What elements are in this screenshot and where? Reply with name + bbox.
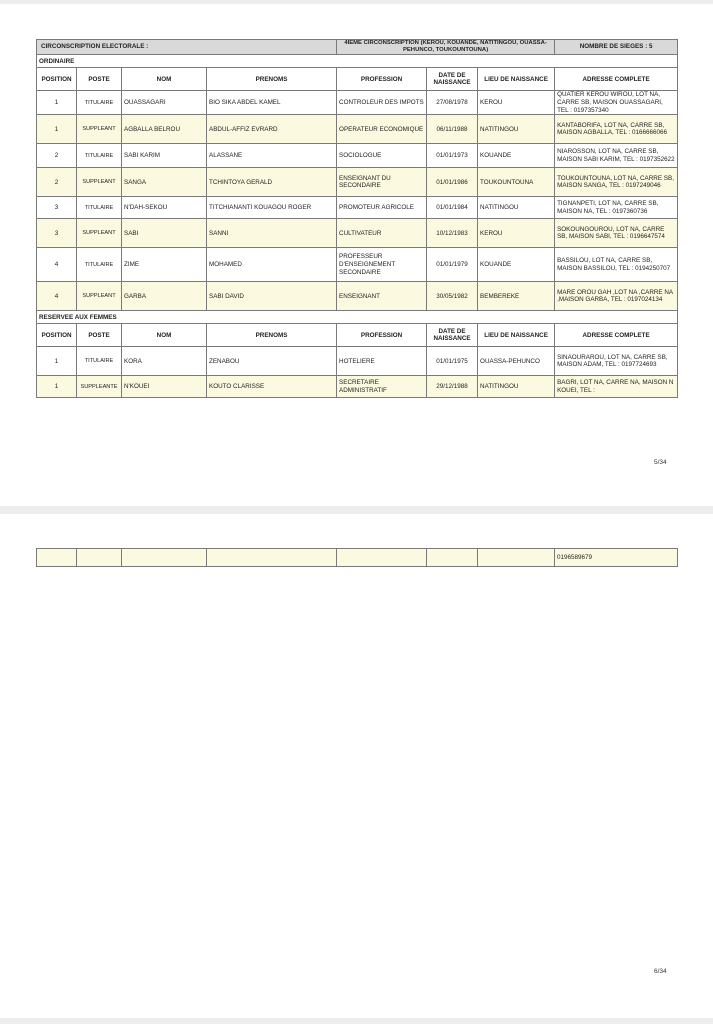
column-header: LIEU DE NAISSANCE xyxy=(478,68,555,91)
cell-poste: TITULAIRE xyxy=(77,248,122,282)
cell-date-naissance: 01/01/1973 xyxy=(427,144,478,168)
cell-poste: SUPPLEANT xyxy=(77,168,122,197)
ordinaire-section-label: ORDINAIRE xyxy=(37,55,678,68)
cell-lieu-naissance: NATITINGOU xyxy=(478,376,555,398)
column-header: DATE DE NAISSANCE xyxy=(427,324,478,347)
cell-adresse: MARE OROU GAH ,LOT NA ,CARRE NA ,MAISON GARBA, TEL : 0197024134 xyxy=(555,282,678,311)
continuation-table xyxy=(36,548,678,567)
cell-adresse: BASSILOU, LOT NA, CARRE SB, MAISON BASSILOU, TEL : 0194250707 xyxy=(555,248,678,282)
column-header: LIEU DE NAISSANCE xyxy=(478,324,555,347)
cell-profession: PROFESSEUR D'ENSEIGNEMENT SECONDAIRE xyxy=(337,248,427,282)
document-page-6 xyxy=(0,514,713,1018)
cell-nom: N'DAH-SEKOU xyxy=(122,197,207,219)
cell-poste: TITULAIRE xyxy=(77,91,122,115)
cell-position: 2 xyxy=(37,144,77,168)
cell-lieu-naissance: OUASSA-PEHUNCO xyxy=(478,347,555,376)
cell-adresse: QUATIER KEROU WIROU, LOT NA, CARRE SB, MAISON OUASSAGARI, TEL : 0197357340 xyxy=(555,91,678,115)
cell-adresse: TOUKOUNTOUNA, LOT NA, CARRE SB, MAISON SANGA, TEL : 0197249046 xyxy=(555,168,678,197)
cell-prenoms: KOUTO CLARISSE xyxy=(207,376,337,398)
cell-profession: CULTIVATEUR xyxy=(337,219,427,248)
column-header: POSITION xyxy=(37,324,77,347)
column-header: DATE DE NAISSANCE xyxy=(427,68,478,91)
cell-nom: AGBALLA BELROU xyxy=(122,115,207,144)
cell-nom: OUASSAGARI xyxy=(122,91,207,115)
cell-lieu-naissance: KOUANDE xyxy=(478,144,555,168)
cell-position: 1 xyxy=(37,91,77,115)
cell-position: 3 xyxy=(37,197,77,219)
cell-date-naissance: 06/11/1988 xyxy=(427,115,478,144)
cell-poste: SUPPLEANT xyxy=(77,115,122,144)
circonscription-label: CIRCONSCRIPTION ELECTORALE : xyxy=(37,40,337,55)
cell-lieu-naissance: BEMBEREKE xyxy=(478,282,555,311)
table-row-continuation xyxy=(37,549,678,567)
cell-profession: HOTELIERE xyxy=(337,347,427,376)
column-header: POSTE xyxy=(77,68,122,91)
cell-nom: ZIME xyxy=(122,248,207,282)
cell-date-naissance: 01/01/1984 xyxy=(427,197,478,219)
table-row xyxy=(37,376,678,398)
cell-profession: ENSEIGNANT xyxy=(337,282,427,311)
table-row xyxy=(37,347,678,376)
document-page-5 xyxy=(0,4,713,506)
cell-date-naissance: 01/01/1979 xyxy=(427,248,478,282)
cell-date-naissance: 01/01/1975 xyxy=(427,347,478,376)
cell-lieu-naissance: KEROU xyxy=(478,91,555,115)
cell-date-naissance: 10/12/1983 xyxy=(427,219,478,248)
cell-lieu-naissance: NATITINGOU xyxy=(478,197,555,219)
cell-lieu-naissance: TOUKOUNTOUNA xyxy=(478,168,555,197)
cell-adresse: BAGRI, LOT NA, CARRE NA, MAISON N KOUEI, TEL : xyxy=(555,376,678,398)
cell-position: 4 xyxy=(37,248,77,282)
column-header-row xyxy=(37,324,678,347)
cell-prenoms: TCHINTOYA GERALD xyxy=(207,168,337,197)
table-row xyxy=(37,248,678,282)
cell-date-naissance: 30/05/1982 xyxy=(427,282,478,311)
cell-prenoms: SANNI xyxy=(207,219,337,248)
cell-lieu-naissance: KEROU xyxy=(478,219,555,248)
table-row xyxy=(37,282,678,311)
cell-prenoms: MOHAMED xyxy=(207,248,337,282)
cell-prenoms: ZENABOU xyxy=(207,347,337,376)
page-number: 5/34 xyxy=(654,459,667,466)
cell-position: 3 xyxy=(37,219,77,248)
column-header-row xyxy=(37,68,678,91)
cell-poste: TITULAIRE xyxy=(77,144,122,168)
ordinaire-section-row xyxy=(37,55,678,68)
cell-empty xyxy=(207,549,337,567)
cell-adresse: KANTABORIFA, LOT NA, CARRE SB, MAISON AGBALLA, TEL : 0166666066 xyxy=(555,115,678,144)
cell-nom: GARBA xyxy=(122,282,207,311)
column-header: NOM xyxy=(122,68,207,91)
cell-profession: ENSEIGNANT DU SECONDAIRE xyxy=(337,168,427,197)
column-header: POSITION xyxy=(37,68,77,91)
cell-date-naissance: 01/01/1986 xyxy=(427,168,478,197)
cell-position: 4 xyxy=(37,282,77,311)
column-header: PRENOMS xyxy=(207,68,337,91)
cell-adresse: NIAROSSON, LOT NA, CARRE SB, MAISON SABI KARIM, TEL : 0197352622 xyxy=(555,144,678,168)
cell-profession: OPERATEUR ECONOMIQUE xyxy=(337,115,427,144)
cell-prenoms: ABDUL-AFFIZ EVRARD xyxy=(207,115,337,144)
table-row xyxy=(37,91,678,115)
cell-adresse: SOKOUNGOUROU, LOT NA, CARRE SB, MAISON SABI, TEL : 0196647574 xyxy=(555,219,678,248)
circonscription-header-row xyxy=(37,40,678,55)
cell-prenoms: ALASSANE xyxy=(207,144,337,168)
cell-prenoms: BIO SIKA ABDEL KAMEL xyxy=(207,91,337,115)
cell-empty xyxy=(37,549,77,567)
sieges-count: NOMBRE DE SIEGES : 5 xyxy=(555,40,678,55)
cell-empty xyxy=(478,549,555,567)
table-row xyxy=(37,219,678,248)
column-header: ADRESSE COMPLETE xyxy=(555,68,678,91)
cell-date-naissance: 29/12/1988 xyxy=(427,376,478,398)
cell-nom: SANGA xyxy=(122,168,207,197)
cell-position: 2 xyxy=(37,168,77,197)
cell-poste: TITULAIRE xyxy=(77,197,122,219)
cell-lieu-naissance: NATITINGOU xyxy=(478,115,555,144)
cell-prenoms: SABI DAVID xyxy=(207,282,337,311)
table-row xyxy=(37,197,678,219)
circonscription-value: 4IEME CIRCONSCRIPTION (KEROU, KOUANDE, NATITINGOU, OUASSA-PEHUNCO, TOUKOUNTOUNA) xyxy=(337,40,555,55)
reservee-aux-femmes-section-row xyxy=(37,311,678,324)
cell-empty xyxy=(77,549,122,567)
cell-empty xyxy=(337,549,427,567)
cell-nom: N'KOUEI xyxy=(122,376,207,398)
reservee-aux-femmes-section-label: RESERVEE AUX FEMMES xyxy=(37,311,678,324)
cell-profession: SECRETAIRE ADMINISTRATIF xyxy=(337,376,427,398)
table-row xyxy=(37,115,678,144)
table-row xyxy=(37,168,678,197)
cell-prenoms: TITCHIANANTI KOUAGOU ROGER xyxy=(207,197,337,219)
cell-lieu-naissance: KOUANDE xyxy=(478,248,555,282)
column-header: PROFESSION xyxy=(337,324,427,347)
cell-profession: PROMOTEUR AGRICOLE xyxy=(337,197,427,219)
cell-date-naissance: 27/08/1978 xyxy=(427,91,478,115)
cell-position: 1 xyxy=(37,115,77,144)
cell-adresse: SINAOURAROU, LOT NA, CARRE SB, MAISON ADAM, TEL : 0197724693 xyxy=(555,347,678,376)
column-header: NOM xyxy=(122,324,207,347)
cell-adresse: TIGNANPETI, LOT NA, CARRE SB, MAISON NA, TEL : 0197360736 xyxy=(555,197,678,219)
cell-nom: KORA xyxy=(122,347,207,376)
cell-nom: SABI KARIM xyxy=(122,144,207,168)
table-row xyxy=(37,144,678,168)
cell-poste: SUPPLEANT xyxy=(77,282,122,311)
cell-position: 1 xyxy=(37,376,77,398)
cell-empty xyxy=(427,549,478,567)
cell-poste: TITULAIRE xyxy=(77,347,122,376)
candidates-table xyxy=(36,39,678,398)
cell-profession: CONTROLEUR DES IMPOTS xyxy=(337,91,427,115)
cell-poste: SUPPLEANTE xyxy=(77,376,122,398)
column-header: PRENOMS xyxy=(207,324,337,347)
cell-position: 1 xyxy=(37,347,77,376)
cell-nom: SABI xyxy=(122,219,207,248)
column-header: PROFESSION xyxy=(337,68,427,91)
cell-adresse-continuation: 0196589679 xyxy=(555,549,678,567)
cell-poste: SUPPLEANT xyxy=(77,219,122,248)
column-header: ADRESSE COMPLETE xyxy=(555,324,678,347)
page-number: 6/34 xyxy=(654,968,667,975)
cell-empty xyxy=(122,549,207,567)
cell-profession: SOCIOLOGUE xyxy=(337,144,427,168)
column-header: POSTE xyxy=(77,324,122,347)
